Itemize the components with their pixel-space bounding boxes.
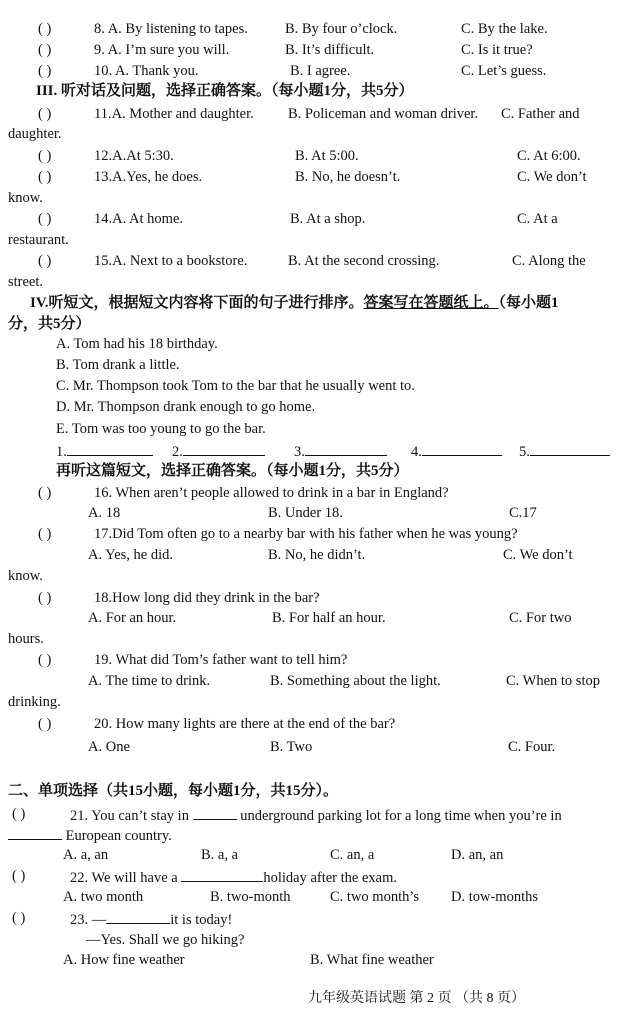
q13-option-c: C. We don’t: [517, 169, 587, 185]
q20-option-b: B. Two: [270, 739, 313, 755]
section4-heading-main: IV.听短文，根据短文内容将下面的句子进行排序。: [30, 295, 364, 311]
q20-option-a: A. One: [88, 739, 130, 755]
q19-wrap: drinking.: [8, 694, 61, 710]
q23-reply: —Yes. Shall we go hiking?: [86, 932, 245, 948]
q18-question: 18.How long did they drink in the bar?: [94, 590, 320, 606]
q22-question-a: 22. We will have a: [70, 870, 178, 886]
q10-bracket: ( ): [38, 63, 52, 79]
part2-heading: 二、单项选择（共15小题，每小题1分，共15分）。: [8, 783, 339, 799]
order-blank-4-label: 4.: [411, 444, 422, 460]
order-blank-1-label: 1.: [56, 444, 67, 460]
q21-blank-2[interactable]: [8, 825, 62, 840]
q18-bracket: ( ): [38, 590, 52, 606]
q14-option-c: C. At a: [517, 211, 558, 227]
q23-option-a: A. How fine weather: [63, 952, 185, 968]
q18-wrap: hours.: [8, 631, 44, 647]
q21-option-d: D. an, an: [451, 847, 504, 863]
q9-option-b: B. It’s difficult.: [285, 42, 375, 58]
q19-bracket: ( ): [38, 652, 52, 668]
q17-bracket: ( ): [38, 526, 52, 542]
q23-bracket: ( ): [12, 910, 26, 926]
q15-bracket: ( ): [38, 253, 52, 269]
q14-option-a: 14.A. At home.: [94, 211, 184, 227]
q10-option-b: B. I agree.: [290, 63, 351, 79]
q19-option-b: B. Something about the light.: [270, 673, 441, 689]
q14-bracket: ( ): [38, 211, 52, 227]
section4-heading-underlined: 答案写在答题纸上。: [363, 295, 499, 311]
q14-option-b: B. At a shop.: [290, 211, 366, 227]
section4-heading-wrap: 分，共5分）: [8, 316, 91, 332]
q9-option-a: 9. A. I’m sure you will.: [94, 42, 230, 58]
q23-question-a: 23. —: [70, 912, 107, 928]
q17-question: 17.Did Tom often go to a nearby bar with his father when he was young?: [94, 526, 518, 542]
q11-option-c: C. Father and: [501, 106, 580, 122]
q19-option-a: A. The time to drink.: [88, 673, 211, 689]
q23-question: [70, 909, 232, 929]
section4-heading: [30, 294, 559, 312]
q23-option-b: B. What fine weather: [310, 952, 434, 968]
q17-option-b: B. No, he didn’t.: [268, 547, 366, 563]
q16-bracket: ( ): [38, 485, 52, 501]
q9-bracket: ( ): [38, 42, 52, 58]
q11-option-a: 11.A. Mother and daughter.: [94, 106, 254, 122]
q22-option-c: C. two month’s: [330, 889, 420, 905]
q20-question: 20. How many lights are there at the end of the bar?: [94, 716, 396, 732]
q11-wrap: daughter.: [8, 126, 62, 142]
q15-option-a: 15.A. Next to a bookstore.: [94, 253, 248, 269]
section4-heading-score: （每小题1: [498, 295, 559, 311]
q20-bracket: ( ): [38, 716, 52, 732]
sentence-e: E. Tom was too young to go the bar.: [56, 421, 266, 437]
q21-option-b: B. a, a: [201, 847, 239, 863]
q8-option-b: B. By four o’clock.: [285, 21, 398, 37]
q17-wrap: know.: [8, 568, 43, 584]
q12-option-b: B. At 5:00.: [295, 148, 359, 164]
q12-option-a: 12.A.At 5:30.: [94, 148, 174, 164]
q22-question: [70, 867, 397, 887]
q17-option-c: C. We don’t: [503, 547, 573, 563]
q16-option-a: A. 18: [88, 505, 121, 521]
order-blank-5[interactable]: [519, 441, 610, 461]
q18-option-b: B. For half an hour.: [272, 610, 386, 626]
q8-bracket: ( ): [38, 21, 52, 37]
q21-bracket: ( ): [12, 806, 26, 822]
q21-blank-1[interactable]: [193, 805, 237, 820]
q21-question: [70, 805, 562, 825]
q21-question-b: underground parking lot for a long time when you’re in: [240, 808, 562, 824]
q23-blank[interactable]: [106, 909, 170, 924]
q13-option-a: 13.A.Yes, he does.: [94, 169, 203, 185]
section3-heading: III. 听对话及问题，选择正确答案。（每小题1分，共5分）: [36, 83, 414, 99]
section4-sub-heading: 再听这篇短文，选择正确答案。（每小题1分，共5分）: [56, 463, 409, 479]
q12-bracket: ( ): [38, 148, 52, 164]
q21-option-a: A. a, an: [63, 847, 109, 863]
sentence-b: B. Tom drank a little.: [56, 357, 180, 373]
q20-option-c: C. Four.: [508, 739, 556, 755]
q21-option-c: C. an, a: [330, 847, 375, 863]
q13-wrap: know.: [8, 190, 43, 206]
order-blank-2[interactable]: [172, 441, 265, 461]
q9-option-c: C. Is it true?: [461, 42, 533, 58]
q11-option-b: B. Policeman and woman driver.: [288, 106, 479, 122]
q14-wrap: restaurant.: [8, 232, 69, 248]
q22-option-b: B. two-month: [210, 889, 291, 905]
order-blank-1[interactable]: [56, 441, 153, 461]
q23-question-b: it is today!: [170, 912, 233, 928]
q12-option-c: C. At 6:00.: [517, 148, 581, 164]
q22-bracket: ( ): [12, 868, 26, 884]
q13-option-b: B. No, he doesn’t.: [295, 169, 401, 185]
order-blank-5-label: 5.: [519, 444, 530, 460]
q16-question: 16. When aren’t people allowed to drink in a bar in England?: [94, 485, 449, 501]
q10-option-c: C. Let’s guess.: [461, 63, 547, 79]
q22-blank[interactable]: [181, 867, 263, 882]
order-blank-2-label: 2.: [172, 444, 183, 460]
q15-option-c: C. Along the: [512, 253, 586, 269]
page-footer: 九年级英语试题 第 2 页 （共 8 页）: [308, 991, 525, 1006]
q19-option-c: C. When to stop: [506, 673, 600, 689]
q22-option-a: A. two month: [63, 889, 144, 905]
q18-option-c: C. For two: [509, 610, 572, 626]
q21-question-a: 21. You can’t stay in: [70, 808, 189, 824]
q16-option-c: C.17: [509, 505, 537, 521]
q16-option-b: B. Under 18.: [268, 505, 343, 521]
q17-option-a: A. Yes, he did.: [88, 547, 173, 563]
sentence-c: C. Mr. Thompson took Tom to the bar that he usually went to.: [56, 378, 415, 394]
q8-option-a: 8. A. By listening to tapes.: [94, 21, 248, 37]
sentence-d: D. Mr. Thompson drank enough to go home.: [56, 399, 316, 415]
q22-question-b: holiday after the exam.: [263, 870, 397, 886]
q18-option-a: A. For an hour.: [88, 610, 177, 626]
q22-option-d: D. tow-months: [451, 889, 538, 905]
q8-option-c: C. By the lake.: [461, 21, 548, 37]
q19-question: 19. What did Tom’s father want to tell him?: [94, 652, 348, 668]
q15-option-b: B. At the second crossing.: [288, 253, 440, 269]
q10-option-a: 10. A. Thank you.: [94, 63, 199, 79]
order-blank-3[interactable]: [294, 441, 387, 461]
q11-bracket: ( ): [38, 106, 52, 122]
q15-wrap: street.: [8, 274, 44, 290]
sentence-a: A. Tom had his 18 birthday.: [56, 336, 218, 352]
q21-question-c: European country.: [65, 828, 172, 844]
order-blank-4[interactable]: [411, 441, 502, 461]
q13-bracket: ( ): [38, 169, 52, 185]
q21-question-cont: [8, 825, 172, 845]
order-blank-3-label: 3.: [294, 444, 305, 460]
